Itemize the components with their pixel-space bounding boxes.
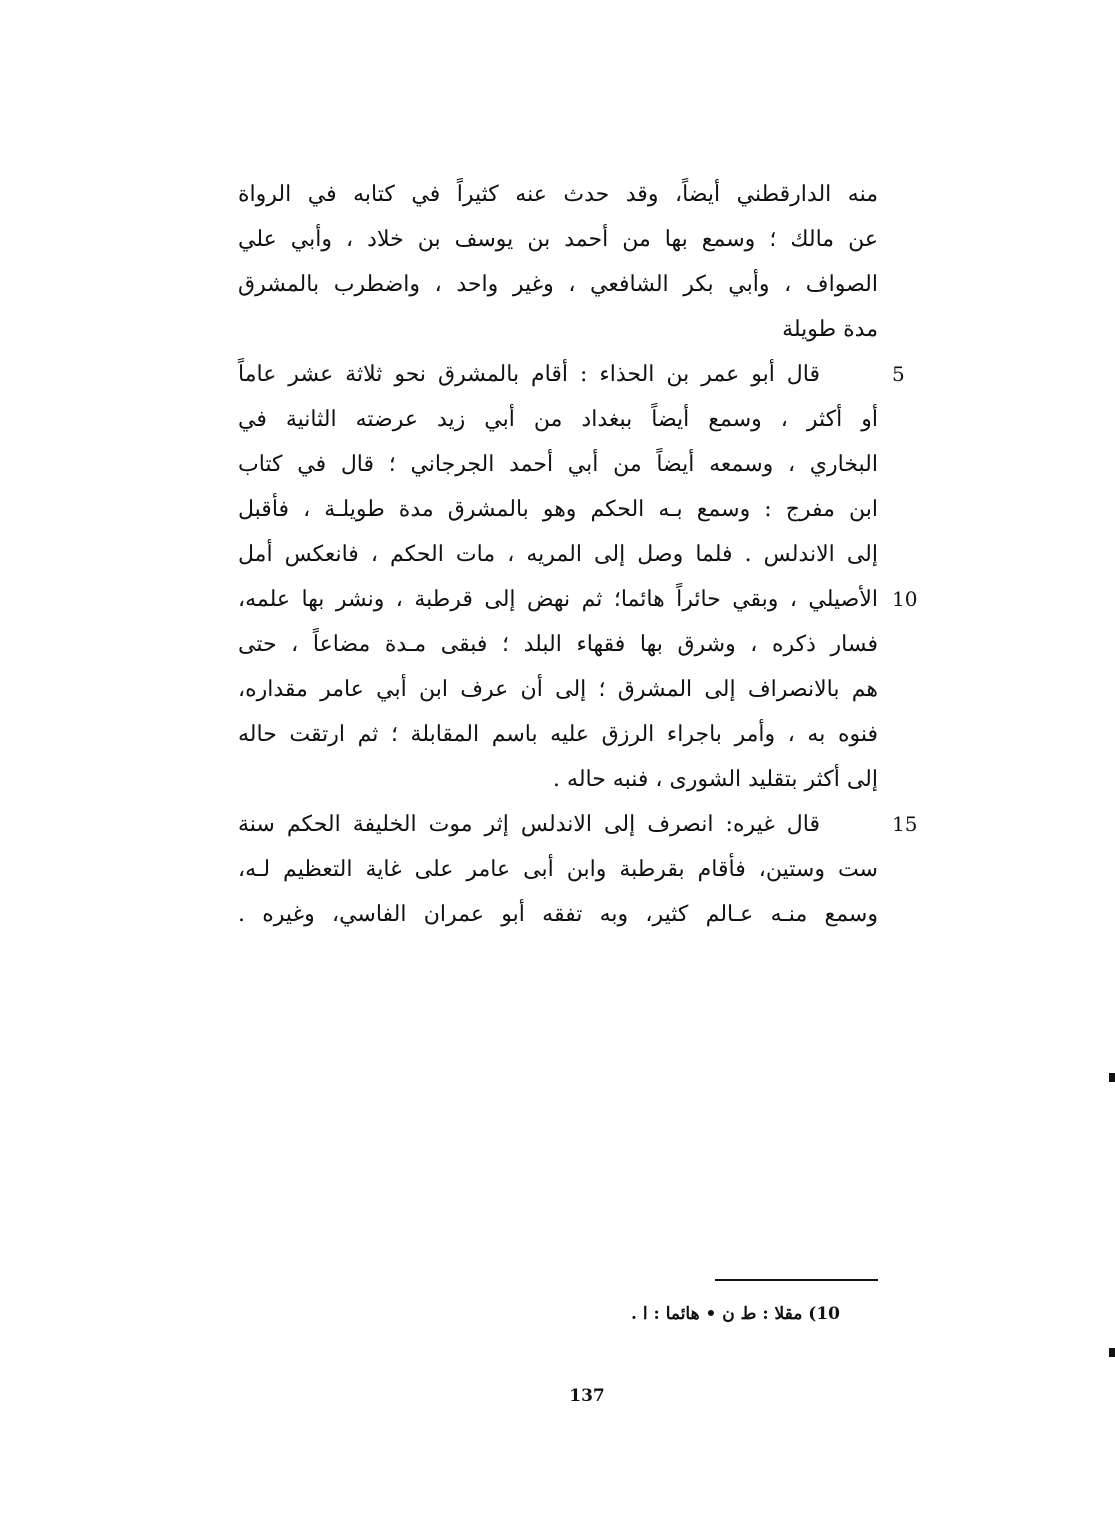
text-line [238,397,878,442]
line-text: هم بالانصراف إلى المشرق ؛ إلى أن عرف ابن أبي عامر مقداره، [238,677,878,702]
line-text: منه الدارقطني أيضاً، وقد حدث عنه كثيراً في كتابه في الرواة [238,182,878,207]
line-number: 15 [892,812,918,836]
line-text: قال أبو عمر بن الحذاء : أقام بالمشرق نحو ثلاثة عشر عاماً [238,362,820,387]
text-line [238,217,878,262]
line-text: فنوه به ، وأمر باجراء الرزق عليه باسم المقابلة ؛ ثم ارتقت حاله [238,722,878,747]
line-text: ست وستين، فأقام بقرطبة وابن أبى عامر على غاية التعظيم لـه، [238,857,878,882]
line-text: وسمع منـه عـالم كثير، وبه تفقه أبو عمران الفاسي، وغيره . [238,902,878,927]
line-text: إلى الاندلس . فلما وصل إلى المريه ، مات الحكم ، فانعكس أمل [238,542,878,567]
line-text: أو أكثر ، وسمع أيضاً ببغداد من أبي زيد عرضته الثانية في [238,407,878,432]
footnote-divider [715,1279,878,1281]
text-line [238,352,905,397]
line-text: الأصيلي ، وبقي حائراً هائما؛ ثم نهض إلى قرطبة ، ونشر بها علمه، [238,587,878,612]
text-line [238,532,878,577]
text-line [238,442,878,487]
line-number: 10 [892,587,918,611]
text-line [238,757,878,802]
line-text: عن مالك ؛ وسمع بها من أحمد بن يوسف بن خلاد ، وأبي علي [238,227,878,252]
text-line [238,307,878,352]
line-text: الصواف ، وأبي بكر الشافعي ، وغير واحد ، واضطرب بالمشرق [238,272,878,297]
text-line [238,577,918,622]
line-text: إلى أكثر بتقليد الشورى ، فنبه حاله . [553,767,878,792]
line-text: البخاري ، وسمعه أيضاً من أبي أحمد الجرجاني ؛ قال في كتاب [238,452,878,477]
text-line [238,892,878,937]
page-number: 137 [569,1386,605,1406]
text-line [238,667,878,712]
text-line [238,802,918,847]
line-number: 5 [892,362,905,386]
text-line [238,172,878,217]
text-line [238,262,878,307]
scan-edge-mark [1109,1073,1115,1082]
text-line [238,622,878,667]
line-text: قال غيره: انصرف إلى الاندلس إثر موت الخليفة الحكم سنة [238,812,820,837]
scan-edge-mark [1109,1348,1115,1357]
line-text: فسار ذكره ، وشرق بها فقهاء البلد ؛ فبقى مـدة مضاعاً ، حتى [238,632,878,657]
footnote: 10) مقلا : ط ن • هائما : ا . [631,1304,840,1324]
main-text [238,172,918,937]
text-line [238,712,878,757]
text-line [238,487,878,532]
text-line [238,847,878,892]
line-text: ابن مفرج : وسمع بـه الحكم وهو بالمشرق مدة طويلـة ، فأقبل [238,497,878,522]
line-text: مدة طويلة [782,317,878,342]
